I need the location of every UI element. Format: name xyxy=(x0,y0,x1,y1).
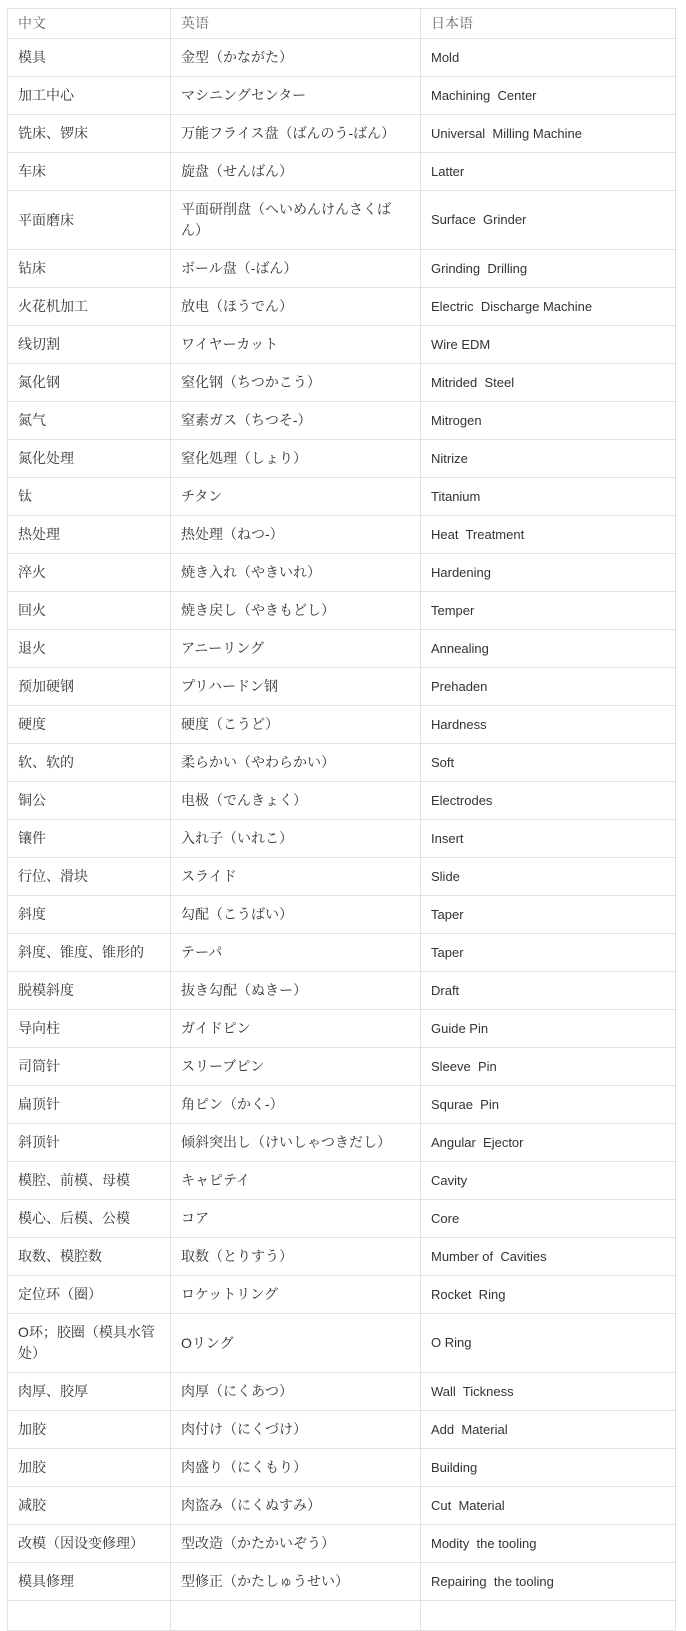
table-cell-japanese: アニーリング xyxy=(171,630,421,668)
table-row xyxy=(8,77,676,115)
table-row xyxy=(8,1411,676,1449)
table-cell-japanese: 焼き戻し（やきもどし） xyxy=(171,592,421,630)
table-cell-english: Core xyxy=(421,1200,676,1238)
table-cell-english: Surface Grinder xyxy=(421,191,676,250)
table-cell-chinese: 行位、滑块 xyxy=(8,858,171,896)
table-header-row xyxy=(8,9,676,39)
table-cell-english: Taper xyxy=(421,934,676,972)
table-row xyxy=(8,744,676,782)
column-header: 中文 xyxy=(8,9,171,39)
table-cell-chinese: 氮气 xyxy=(8,402,171,440)
table-cell-chinese: 模具 xyxy=(8,39,171,77)
table-cell-chinese: 钻床 xyxy=(8,250,171,288)
table-cell-japanese: 角ピン（かく-） xyxy=(171,1086,421,1124)
table-cell-chinese: 平面磨床 xyxy=(8,191,171,250)
table-cell-chinese: 软、软的 xyxy=(8,744,171,782)
table-cell-english: Grinding Drilling xyxy=(421,250,676,288)
table-cell-japanese: Oリング xyxy=(171,1314,421,1373)
table-cell-english: Heat Treatment xyxy=(421,516,676,554)
table-cell-japanese: マシニングセンター xyxy=(171,77,421,115)
table-cell-japanese: 勾配（こうばい） xyxy=(171,896,421,934)
table-cell-chinese: 模心、后模、公模 xyxy=(8,1200,171,1238)
table-cell-japanese: 窒化钢（ちつかこう） xyxy=(171,364,421,402)
table-row xyxy=(8,1314,676,1373)
table-cell-english: Wall Tickness xyxy=(421,1373,676,1411)
table-cell-japanese xyxy=(171,1601,421,1631)
table-cell-chinese: 肉厚、胶厚 xyxy=(8,1373,171,1411)
table-cell-chinese: 斜顶针 xyxy=(8,1124,171,1162)
table-cell-chinese: 脱模斜度 xyxy=(8,972,171,1010)
table-row xyxy=(8,1373,676,1411)
table-cell-chinese: 热处理 xyxy=(8,516,171,554)
table-cell-english: Guide Pin xyxy=(421,1010,676,1048)
table-row xyxy=(8,972,676,1010)
table-row xyxy=(8,592,676,630)
table-row xyxy=(8,858,676,896)
table-cell-japanese: 热处理（ねつ-） xyxy=(171,516,421,554)
table-cell-chinese: 硬度 xyxy=(8,706,171,744)
table-cell-english: Cavity xyxy=(421,1162,676,1200)
table-cell-japanese: 窒素ガス（ちつそ-） xyxy=(171,402,421,440)
column-header: 英语 xyxy=(171,9,421,39)
table-cell-japanese: 焼き入れ（やきいれ） xyxy=(171,554,421,592)
table-cell-chinese: 司筒针 xyxy=(8,1048,171,1086)
table-cell-english: Slide xyxy=(421,858,676,896)
table-cell-chinese: 回火 xyxy=(8,592,171,630)
table-cell-japanese: 入れ子（いれこ） xyxy=(171,820,421,858)
table-cell-english: Insert xyxy=(421,820,676,858)
table-row xyxy=(8,554,676,592)
table-cell-japanese: スリーブピン xyxy=(171,1048,421,1086)
table-cell-english: Annealing xyxy=(421,630,676,668)
table-row xyxy=(8,191,676,250)
table-row xyxy=(8,326,676,364)
table-cell-chinese xyxy=(8,1601,171,1631)
table-row xyxy=(8,39,676,77)
table-row xyxy=(8,668,676,706)
table-cell-chinese: 模腔、前模、母模 xyxy=(8,1162,171,1200)
table-cell-english: Hardness xyxy=(421,706,676,744)
table-cell-chinese: 斜度、锥度、锥形的 xyxy=(8,934,171,972)
table-cell-chinese: 导向柱 xyxy=(8,1010,171,1048)
table-row xyxy=(8,478,676,516)
table-row xyxy=(8,1124,676,1162)
table-cell-english: Soft xyxy=(421,744,676,782)
table-cell-japanese: プリハードン钢 xyxy=(171,668,421,706)
table-row xyxy=(8,782,676,820)
table-cell-japanese: 旋盘（せんばん） xyxy=(171,153,421,191)
table-cell-english: Temper xyxy=(421,592,676,630)
table-cell-japanese: 平面研削盘（へいめんけんさくばん） xyxy=(171,191,421,250)
table-cell-japanese: 抜き勾配（ぬきー） xyxy=(171,972,421,1010)
table-cell-chinese: 改模（因设变修理） xyxy=(8,1525,171,1563)
table-cell-japanese: 肉盗み（にくぬすみ） xyxy=(171,1487,421,1525)
table-row xyxy=(8,250,676,288)
table-cell-chinese: 氮化处理 xyxy=(8,440,171,478)
table-cell-japanese: ワイヤーカット xyxy=(171,326,421,364)
table-cell-english: Mold xyxy=(421,39,676,77)
table-cell-chinese: 钛 xyxy=(8,478,171,516)
table-cell-chinese: 加胶 xyxy=(8,1449,171,1487)
table-cell-japanese: テーパ xyxy=(171,934,421,972)
table-cell-chinese: 退火 xyxy=(8,630,171,668)
table-cell-japanese: 倾斜突出し（けいしゃつきだし） xyxy=(171,1124,421,1162)
table-cell-japanese: 取数（とりすう） xyxy=(171,1238,421,1276)
table-cell-english: Universal Milling Machine xyxy=(421,115,676,153)
table-cell-chinese: 线切割 xyxy=(8,326,171,364)
table-row xyxy=(8,516,676,554)
table-row xyxy=(8,288,676,326)
table-cell-english: Nitrize xyxy=(421,440,676,478)
table-cell-english: Repairing the tooling xyxy=(421,1563,676,1601)
table-cell-chinese: 扁顶针 xyxy=(8,1086,171,1124)
table-cell-chinese: 取数、模腔数 xyxy=(8,1238,171,1276)
table-cell-japanese: 万能フライス盘（ばんのう-ばん） xyxy=(171,115,421,153)
table-cell-japanese: 窒化処理（しょり） xyxy=(171,440,421,478)
table-cell-english: Electrodes xyxy=(421,782,676,820)
table-cell-japanese: ガイドピン xyxy=(171,1010,421,1048)
table-row xyxy=(8,1525,676,1563)
table-cell-english: O Ring xyxy=(421,1314,676,1373)
table-cell-japanese: チタン xyxy=(171,478,421,516)
table-cell-chinese: 镶件 xyxy=(8,820,171,858)
table-row xyxy=(8,440,676,478)
table-cell-chinese: 预加硬钢 xyxy=(8,668,171,706)
table-cell-english: Cut Material xyxy=(421,1487,676,1525)
table-cell-japanese: 型修正（かたしゅうせい） xyxy=(171,1563,421,1601)
table-cell-english: Add Material xyxy=(421,1411,676,1449)
table-cell-japanese: 柔らかい（やわらかい） xyxy=(171,744,421,782)
table-cell-chinese: 减胶 xyxy=(8,1487,171,1525)
table-cell-english: Machining Center xyxy=(421,77,676,115)
table-cell-japanese: ボール盘（-ばん） xyxy=(171,250,421,288)
table-row xyxy=(8,1200,676,1238)
table-cell-english: Taper xyxy=(421,896,676,934)
table-cell-japanese: スライド xyxy=(171,858,421,896)
table-row xyxy=(8,706,676,744)
table-cell-chinese: 铜公 xyxy=(8,782,171,820)
table-cell-japanese: コア xyxy=(171,1200,421,1238)
table-cell-english: Mitrogen xyxy=(421,402,676,440)
table-cell-chinese: 模具修理 xyxy=(8,1563,171,1601)
table-row xyxy=(8,1487,676,1525)
table-row xyxy=(8,153,676,191)
table-cell-english: Building xyxy=(421,1449,676,1487)
vocab-table xyxy=(7,8,676,1631)
table-cell-chinese: O环；胶圈（模具水管处） xyxy=(8,1314,171,1373)
table-cell-english: Hardening xyxy=(421,554,676,592)
table-cell-chinese: 定位环（圈） xyxy=(8,1276,171,1314)
table-cell-english: Squrae Pin xyxy=(421,1086,676,1124)
table-row xyxy=(8,1601,676,1631)
table-row xyxy=(8,934,676,972)
table-cell-japanese: 硬度（こうど） xyxy=(171,706,421,744)
table-row xyxy=(8,630,676,668)
table-cell-english: Mitrided Steel xyxy=(421,364,676,402)
table-cell-chinese: 斜度 xyxy=(8,896,171,934)
table-cell-english: Mumber of Cavities xyxy=(421,1238,676,1276)
table-cell-chinese: 氮化钢 xyxy=(8,364,171,402)
table-cell-japanese: ロケットリング xyxy=(171,1276,421,1314)
table-row xyxy=(8,896,676,934)
table-row xyxy=(8,1010,676,1048)
table-cell-chinese: 车床 xyxy=(8,153,171,191)
column-header: 日本语 xyxy=(421,9,676,39)
table-row xyxy=(8,1048,676,1086)
table-cell-chinese: 加胶 xyxy=(8,1411,171,1449)
table-cell-japanese: 型改造（かたかいぞう） xyxy=(171,1525,421,1563)
table-row xyxy=(8,1563,676,1601)
table-cell-japanese: 放电（ほうでん） xyxy=(171,288,421,326)
table-cell-japanese: 电极（でんきょく） xyxy=(171,782,421,820)
table-row xyxy=(8,820,676,858)
table-cell-english: Titanium xyxy=(421,478,676,516)
table-cell-japanese: 肉付け（にくづけ） xyxy=(171,1411,421,1449)
table-cell-chinese: 淬火 xyxy=(8,554,171,592)
table-row xyxy=(8,1276,676,1314)
table-cell-english: Sleeve Pin xyxy=(421,1048,676,1086)
table-cell-japanese: 肉盛り（にくもり） xyxy=(171,1449,421,1487)
table-cell-english: Latter xyxy=(421,153,676,191)
table-cell-chinese: 加工中心 xyxy=(8,77,171,115)
table-row xyxy=(8,1086,676,1124)
table-cell-english: Wire EDM xyxy=(421,326,676,364)
table-cell-chinese: 铣床、锣床 xyxy=(8,115,171,153)
table-cell-english: Prehaden xyxy=(421,668,676,706)
table-row xyxy=(8,115,676,153)
table-cell-english: Modity the tooling xyxy=(421,1525,676,1563)
table-cell-japanese: 肉厚（にくあつ） xyxy=(171,1373,421,1411)
table-cell-english xyxy=(421,1601,676,1631)
table-row xyxy=(8,364,676,402)
table-row xyxy=(8,1162,676,1200)
table-cell-japanese: 金型（かながた） xyxy=(171,39,421,77)
table-cell-english: Rocket Ring xyxy=(421,1276,676,1314)
table-cell-japanese: キャピテイ xyxy=(171,1162,421,1200)
table-row xyxy=(8,1449,676,1487)
table-cell-english: Electric Discharge Machine xyxy=(421,288,676,326)
table-row xyxy=(8,1238,676,1276)
table-cell-english: Angular Ejector xyxy=(421,1124,676,1162)
table-cell-english: Draft xyxy=(421,972,676,1010)
table-row xyxy=(8,402,676,440)
table-cell-chinese: 火花机加工 xyxy=(8,288,171,326)
